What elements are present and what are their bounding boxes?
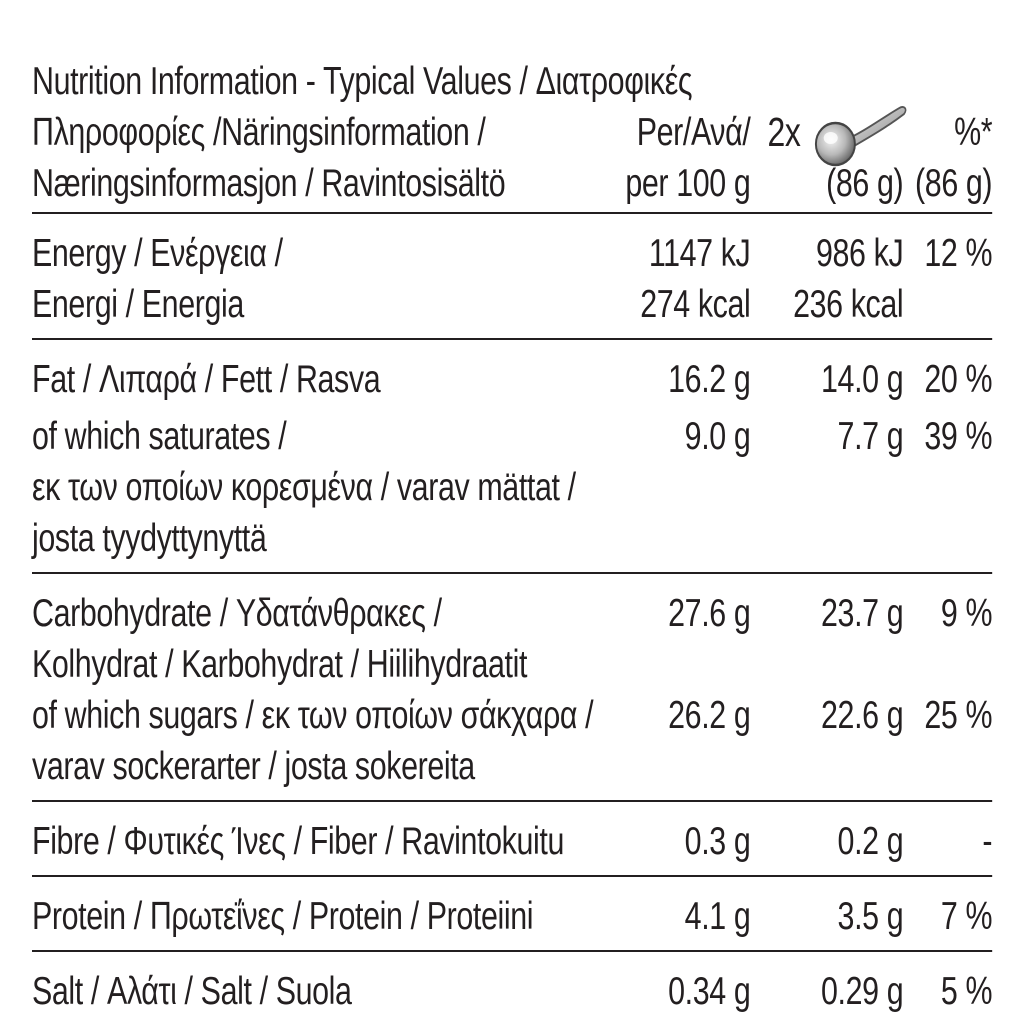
fat-serving: 14.0 g [821,358,904,401]
protein-section [32,877,992,950]
percent-amount: (86 g) [915,162,993,205]
saturates-label-3: josta tyydyttynyttä [32,517,267,560]
sugars-serving: 22.6 g [821,694,904,737]
salt-serving: 0.29 g [821,970,904,1013]
table-row [32,513,992,564]
saturates-label-1: of which saturates / [32,415,287,458]
header-title-line-2: Πληροφορίες /Näringsinformation / [32,111,486,154]
table-row [32,462,992,513]
fibre-label: Fibre / Φυτικές Ίνες / Fiber / Ravintokuitu [32,820,564,863]
table-row [32,966,992,1017]
fibre-per100: 0.3 g [684,820,751,863]
fat-percent: 20 % [924,358,993,401]
fibre-serving: 0.2 g [837,820,904,863]
table-row [32,354,992,405]
saturates-per100: 9.0 g [684,415,751,458]
table-row [32,279,992,330]
energy-label-1: Energy / Ενέργεια / [32,232,283,275]
energy-section [32,214,992,338]
protein-label: Protein / Πρωτεΐνες / Protein / Proteiini [32,895,534,938]
energy-label-2: Energi / Energia [32,283,244,326]
carbohydrate-serving: 23.7 g [821,592,904,635]
table-row [32,228,992,279]
fibre-percent: - [982,820,993,863]
salt-per100: 0.34 g [668,970,751,1013]
saturates-serving: 7.7 g [837,415,904,458]
percent-label: %* [954,111,993,154]
nutrition-panel [32,56,992,1025]
carbohydrate-percent: 9 % [940,592,993,635]
sugars-percent: 25 % [924,694,993,737]
salt-percent: 5 % [940,970,993,1013]
carbohydrate-per100: 27.6 g [668,592,751,635]
table-row [32,690,992,741]
per100-header-line-1: Per/Ανά/ [636,111,751,154]
fat-section [32,340,992,572]
fat-per100: 16.2 g [668,358,751,401]
serving-count: 2x [767,109,801,155]
energy-percent: 12 % [924,232,993,275]
table-row [32,741,992,792]
salt-section [32,952,992,1025]
energy-kj-per100: 1147 kJ [648,232,751,275]
fat-label: Fat / Λιπαρά / Fett / Rasva [32,358,381,401]
sugars-per100: 26.2 g [668,694,751,737]
table-row [32,588,992,639]
header-title-line-3: Næringsinformasjon / Ravintosisältö [32,162,506,205]
nutrition-table [32,56,992,1025]
table-row [32,639,992,690]
sugars-label-1: of which sugars / εκ των οποίων σάκχαρα / [32,694,594,737]
saturates-percent: 39 % [924,415,993,458]
protein-percent: 7 % [940,895,993,938]
carbohydrate-label-2: Kolhydrat / Karbohydrat / Hiilihydraatit [32,643,528,686]
header-title-line-1: Nutrition Information - Typical Values / Διατροφικές [32,60,693,103]
table-row [32,816,992,867]
saturates-label-2: εκ των οποίων κορεσμένα / varav mättat / [32,466,576,509]
carbohydrate-section [32,574,992,800]
sugars-label-2: varav sockerarter / josta sokereita [32,745,475,788]
table-row [32,411,992,462]
carbohydrate-label-1: Carbohydrate / Υδατάνθρακες / [32,592,442,635]
table-header [32,56,992,212]
table-row [32,891,992,942]
energy-kcal-per100: 274 kcal [640,283,751,326]
fibre-section [32,802,992,875]
energy-kcal-serving: 236 kcal [793,283,904,326]
protein-serving: 3.5 g [837,895,904,938]
energy-kj-serving: 986 kJ [815,232,904,275]
salt-label: Salt / Αλάτι / Salt / Suola [32,970,352,1013]
serving-amount: (86 g) [826,162,904,205]
per100-header-line-2: per 100 g [625,162,751,205]
protein-per100: 4.1 g [684,895,751,938]
